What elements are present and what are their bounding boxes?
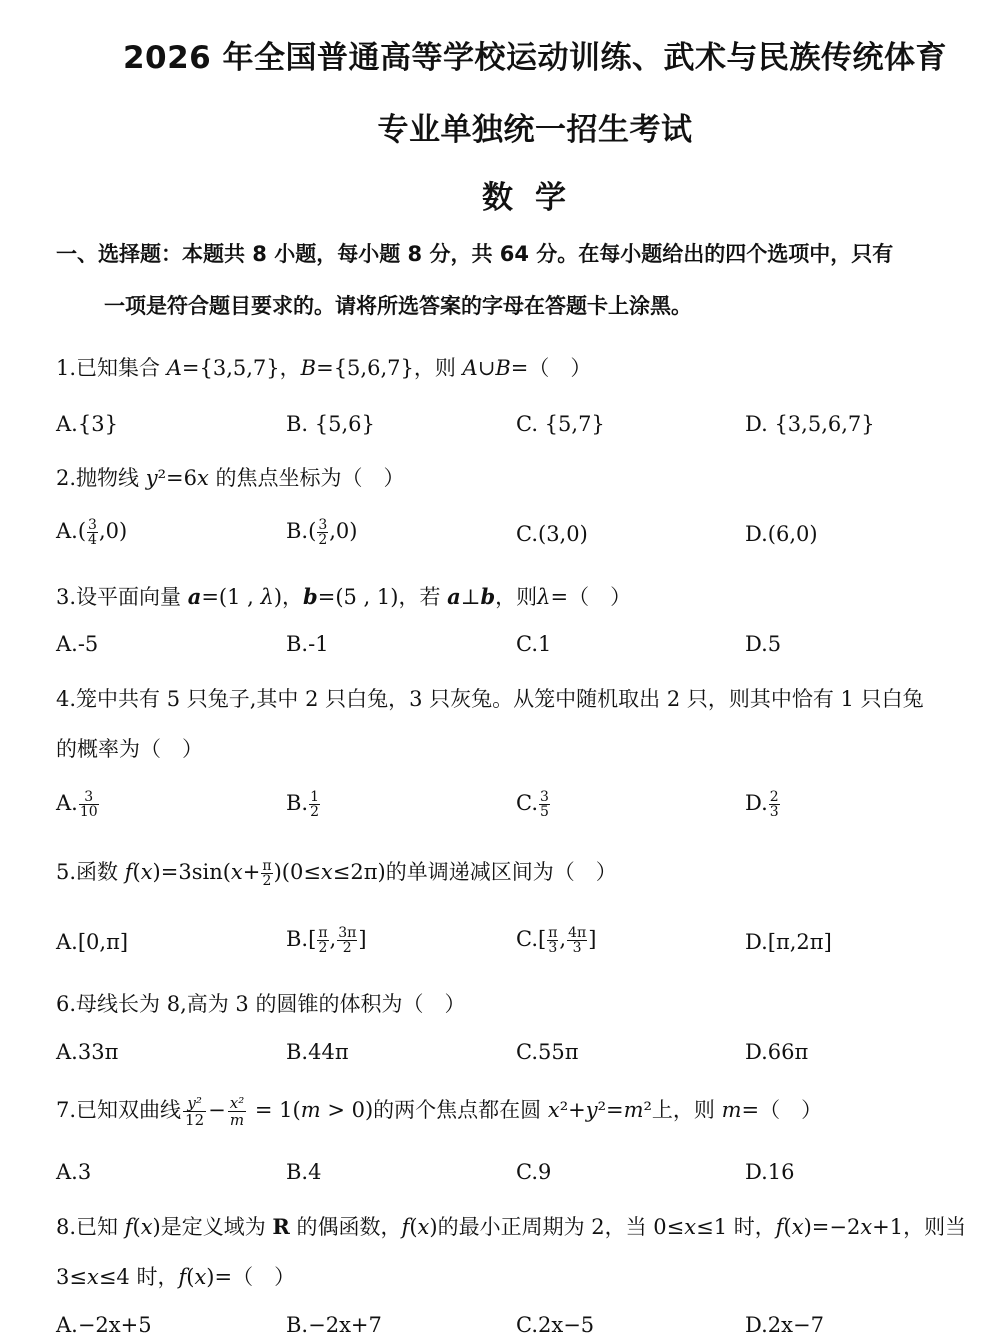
question-4-option-a: A. $\frac{3}{10}$ [56, 789, 98, 820]
question-7-option-d: D.16 [745, 1160, 795, 1184]
question-1-option-a: A.{3} [56, 412, 118, 436]
question-3-option-b: B.-1 [286, 632, 329, 656]
question-8-option-b: B.−2x+7 [286, 1313, 382, 1337]
question-1-option-b: B. {5,6} [286, 412, 375, 436]
question-7-option-a: A.3 [56, 1160, 92, 1184]
exam-title-line1: 2026 年全国普通高等学校运动训练、武术与民族传统体育 [122, 40, 948, 76]
question-8-stem-line2: 3≤x≤4 时，f(x)=（ ） [56, 1265, 296, 1289]
question-2-option-a: A.( $\frac{3}{4}$ ,0) [56, 517, 128, 548]
question-5-stem: 5.函数 f(x)=3sin(x+ $\frac{\pi}{2}$ )(0≤x≤2π)的单调递减区间为（ ） [56, 858, 617, 889]
section-heading-line2: 一项是符合题目要求的。请将所选答案的字母在答题卡上涂黑。 [104, 294, 692, 318]
section-heading-line1: 一、选择题：本题共 8 小题，每小题 8 分，共 64 分。在每小题给出的四个选项中，只有 [56, 242, 894, 266]
subject-title: 数学 [482, 180, 588, 216]
question-6-option-b: B.44π [286, 1040, 349, 1064]
question-7-stem: 7.已知双曲线 $\frac{\text{y²}}{12}$ − $\frac{\text{x²}}{m}$ = 1(m > 0)的两个焦点都在圆 x²+y²=m²上，则 m=（ ） [56, 1094, 823, 1129]
question-5-option-b: B.[ $\frac{\pi}{2}$ , $\frac{3\pi}{2}$ ] [286, 925, 367, 956]
question-3-option-d: D.5 [745, 632, 782, 656]
question-8-option-a: A.−2x+5 [56, 1313, 152, 1337]
question-1-stem: 1.已知集合 A={3,5,7}，B={5,6,7}，则 A∪B=（ ） [56, 356, 592, 380]
question-6-stem: 6.母线长为 8,高为 3 的圆锥的体积为（ ） [56, 992, 466, 1016]
question-8-option-c: C.2x−5 [516, 1313, 595, 1337]
exam-title-line2: 专业单独统一招生考试 [377, 112, 693, 148]
question-2-stem: 2.抛物线 y²=6x 的焦点坐标为（ ） [56, 466, 405, 490]
question-7-option-c: C.9 [516, 1160, 552, 1184]
question-6-option-a: A.33π [56, 1040, 119, 1064]
question-8-option-d: D.2x−7 [745, 1313, 824, 1337]
question-5-option-d: D.[π,2π] [745, 930, 832, 954]
question-5-option-c: C.[ $\frac{\pi}{3}$ , $\frac{4\pi}{3}$ ] [516, 925, 597, 956]
question-2-option-b: B.( $\frac{3}{2}$ ,0) [286, 517, 358, 548]
question-3-stem: 3.设平面向量 a=(1 , λ)，b=(5 , 1)，若 a⊥b，则λ=（ ） [56, 584, 632, 609]
question-5-option-a: A.[0,π] [56, 930, 129, 954]
question-8-stem-line1: 8.已知 f(x)是定义域为 R 的偶函数，f(x)的最小正周期为 2，当 0≤x≤1 时，f(x)=−2x+1，则当 [56, 1214, 967, 1239]
question-6-option-d: D.66π [745, 1040, 809, 1064]
question-7-option-b: B.4 [286, 1160, 322, 1184]
question-4-option-c: C. $\frac{3}{5}$ [516, 789, 549, 820]
question-4-stem-line2: 的概率为（ ） [56, 737, 203, 761]
question-1-option-d: D. {3,5,6,7} [745, 412, 875, 436]
question-4-option-d: D. $\frac{2}{3}$ [745, 789, 779, 820]
question-2-option-d: D.(6,0) [745, 522, 818, 546]
question-3-option-a: A.-5 [56, 632, 99, 656]
question-3-option-c: C.1 [516, 632, 552, 656]
question-1-option-c: C. {5,7} [516, 412, 605, 436]
question-6-option-c: C.55π [516, 1040, 579, 1064]
question-2-option-c: C.(3,0) [516, 522, 588, 546]
question-4-option-b: B. $\frac{1}{2}$ [286, 789, 320, 820]
question-4-stem-line1: 4.笼中共有 5 只兔子,其中 2 只白兔，3 只灰兔。从笼中随机取出 2 只，则其中恰有 1 只白兔 [56, 687, 924, 711]
